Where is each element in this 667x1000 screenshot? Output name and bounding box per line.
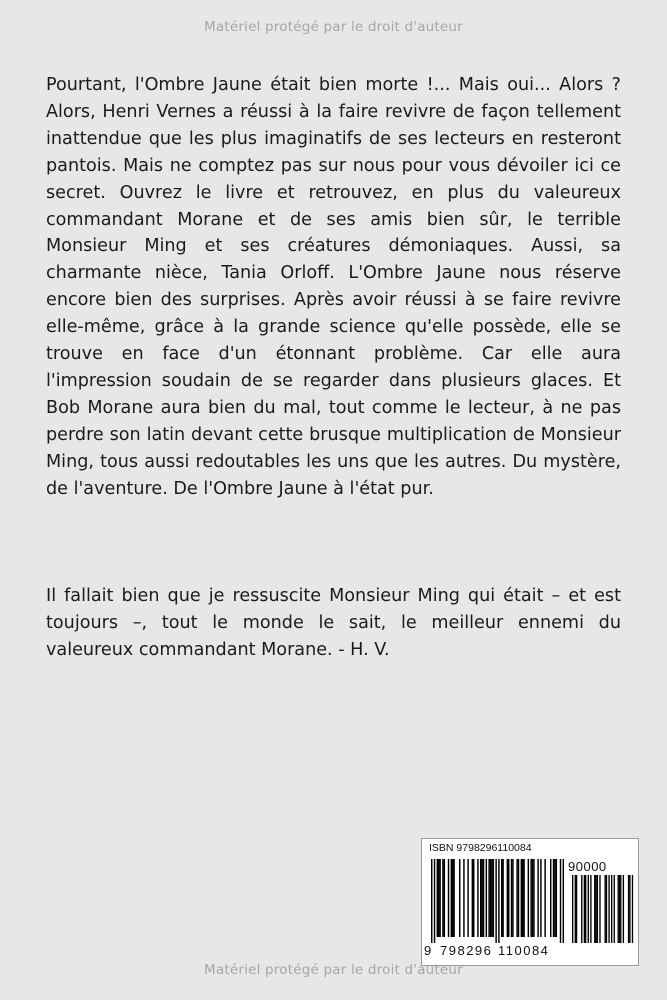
barcode-bar xyxy=(453,859,454,937)
barcode-bar xyxy=(518,859,519,937)
barcode-digits-left: 798296 xyxy=(440,943,493,958)
barcode-bar xyxy=(521,859,522,937)
barcode-bar xyxy=(560,859,561,943)
copyright-watermark-bottom: Matériel protégé par le droit d'auteur xyxy=(204,962,463,978)
barcode-bar xyxy=(437,859,438,937)
addon-bar xyxy=(572,875,573,943)
barcode-bar xyxy=(486,859,487,937)
addon-bar xyxy=(590,875,591,943)
addon-bar xyxy=(576,875,577,943)
barcode-bar xyxy=(431,859,432,943)
barcode-bar xyxy=(442,859,443,937)
barcode-bar xyxy=(452,859,453,937)
barcode-bar xyxy=(438,859,439,937)
barcode-bar xyxy=(451,859,452,937)
addon-bar xyxy=(584,875,585,943)
isbn-barcode-box xyxy=(421,838,639,966)
barcode-bar xyxy=(483,859,484,937)
price-code: 90000 xyxy=(568,859,607,874)
barcode-bar xyxy=(508,859,509,937)
barcode-bar xyxy=(556,859,557,937)
barcode-bar xyxy=(553,859,554,937)
addon-bar xyxy=(618,875,619,943)
barcode-bar xyxy=(434,859,435,943)
barcode-bar xyxy=(550,859,551,937)
barcode-bar xyxy=(511,859,512,937)
author-quote: Il fallait bien que je ressuscite Monsieur Ming qui était – et est toujours –, tout le monde le sait, le meilleur ennemi du valeureux commandant Morane. - H. V. xyxy=(46,586,621,660)
addon-bar xyxy=(619,875,620,943)
addon-bar xyxy=(597,875,598,943)
barcode-bar xyxy=(459,859,460,937)
addon-bar xyxy=(611,875,612,943)
addon-bar xyxy=(585,875,586,943)
addon-bar xyxy=(575,875,576,943)
barcode-bar xyxy=(502,859,503,937)
barcode-bar xyxy=(512,859,513,937)
barcode-bar xyxy=(507,859,508,937)
isbn-label: ISBN 9798296110084 xyxy=(429,842,532,854)
addon-bar xyxy=(594,875,595,943)
addon-barcode-bars xyxy=(568,875,634,945)
addon-bar xyxy=(605,875,606,943)
addon-bar xyxy=(599,875,600,943)
addon-bar xyxy=(588,875,589,943)
barcode-bar xyxy=(477,859,478,937)
addon-bar xyxy=(614,875,615,943)
barcode-bar xyxy=(540,859,541,937)
barcode-bar xyxy=(523,859,524,937)
addon-bar xyxy=(608,875,609,943)
barcode-bar xyxy=(528,859,529,937)
addon-bar xyxy=(606,875,607,943)
barcode-bar xyxy=(480,859,481,937)
addon-bar xyxy=(628,875,629,943)
ean13-barcode-bars xyxy=(424,859,566,943)
barcode-bar xyxy=(530,859,531,937)
barcode-bar xyxy=(537,859,538,937)
addon-bar xyxy=(632,875,633,943)
barcode-bar xyxy=(532,859,533,937)
barcode-bar xyxy=(516,859,517,937)
barcode-bar xyxy=(563,859,564,943)
barcode-bar xyxy=(467,859,468,937)
barcode-bar xyxy=(491,859,492,937)
addon-bar xyxy=(620,875,621,943)
barcode-bar xyxy=(448,859,449,937)
barcode-bar xyxy=(472,859,473,937)
barcode-bar xyxy=(488,859,489,937)
barcode-digits-right: 110084 xyxy=(498,943,550,958)
barcode-bar xyxy=(463,859,464,937)
addon-bar xyxy=(581,875,582,943)
barcode-digit-first: 9 xyxy=(424,943,433,958)
barcode-bar xyxy=(533,859,534,937)
barcode-bar xyxy=(481,859,482,937)
addon-bar xyxy=(629,875,630,943)
barcode-bar xyxy=(495,859,496,943)
addon-bar xyxy=(595,875,596,943)
barcode-bar xyxy=(473,859,474,937)
barcode-bar xyxy=(544,859,545,937)
barcode-bar xyxy=(498,859,499,943)
copyright-watermark-top: Matériel protégé par le droit d'auteur xyxy=(204,19,463,35)
barcode-bar xyxy=(490,859,491,937)
back-cover-blurb: Pourtant, l'Ombre Jaune était bien morte !... Mais oui... Alors ? Alors, Henri Vernes a réussi à la faire revivre de façon tellement inattendue que les plus imaginatifs de ses lecteurs en resteront pantois. Mais ne comptez pas sur nous pour vous dévoiler ici ce secret. Ouvrez le livre et retrouvez, en plus du valeureux commandant Morane et de ses amis bien sûr, le terrible Monsieur Ming et ses créatures démoniaques. Aussi, sa charmante nièce, Tania Orloff. L'Ombre Jaune nous réserve encore bien des surprises. Après avoir réussi à se faire revivre elle-même, grâce à la grande science qu'elle possède, elle se trouve en face d'un étonnant problème. Car elle aura l'impression soudain de se regarder dans plusieurs glaces. Et Bob Morane aura bien du mal, tout comme le lecteur, à ne pas perdre son latin devant cette brusque multiplication de Monsieur Ming, tous aussi redoutables les uns que les autres. Du mystère, de l'aventure. De l'Ombre Jaune à l'état pur. xyxy=(46,75,621,499)
barcode-bar xyxy=(522,859,523,937)
addon-bar xyxy=(623,875,624,943)
barcode-bar xyxy=(444,859,445,937)
barcode-bar xyxy=(554,859,555,937)
barcode-bar xyxy=(439,859,440,937)
barcode-bar xyxy=(493,859,494,937)
barcode-bar xyxy=(501,859,502,937)
